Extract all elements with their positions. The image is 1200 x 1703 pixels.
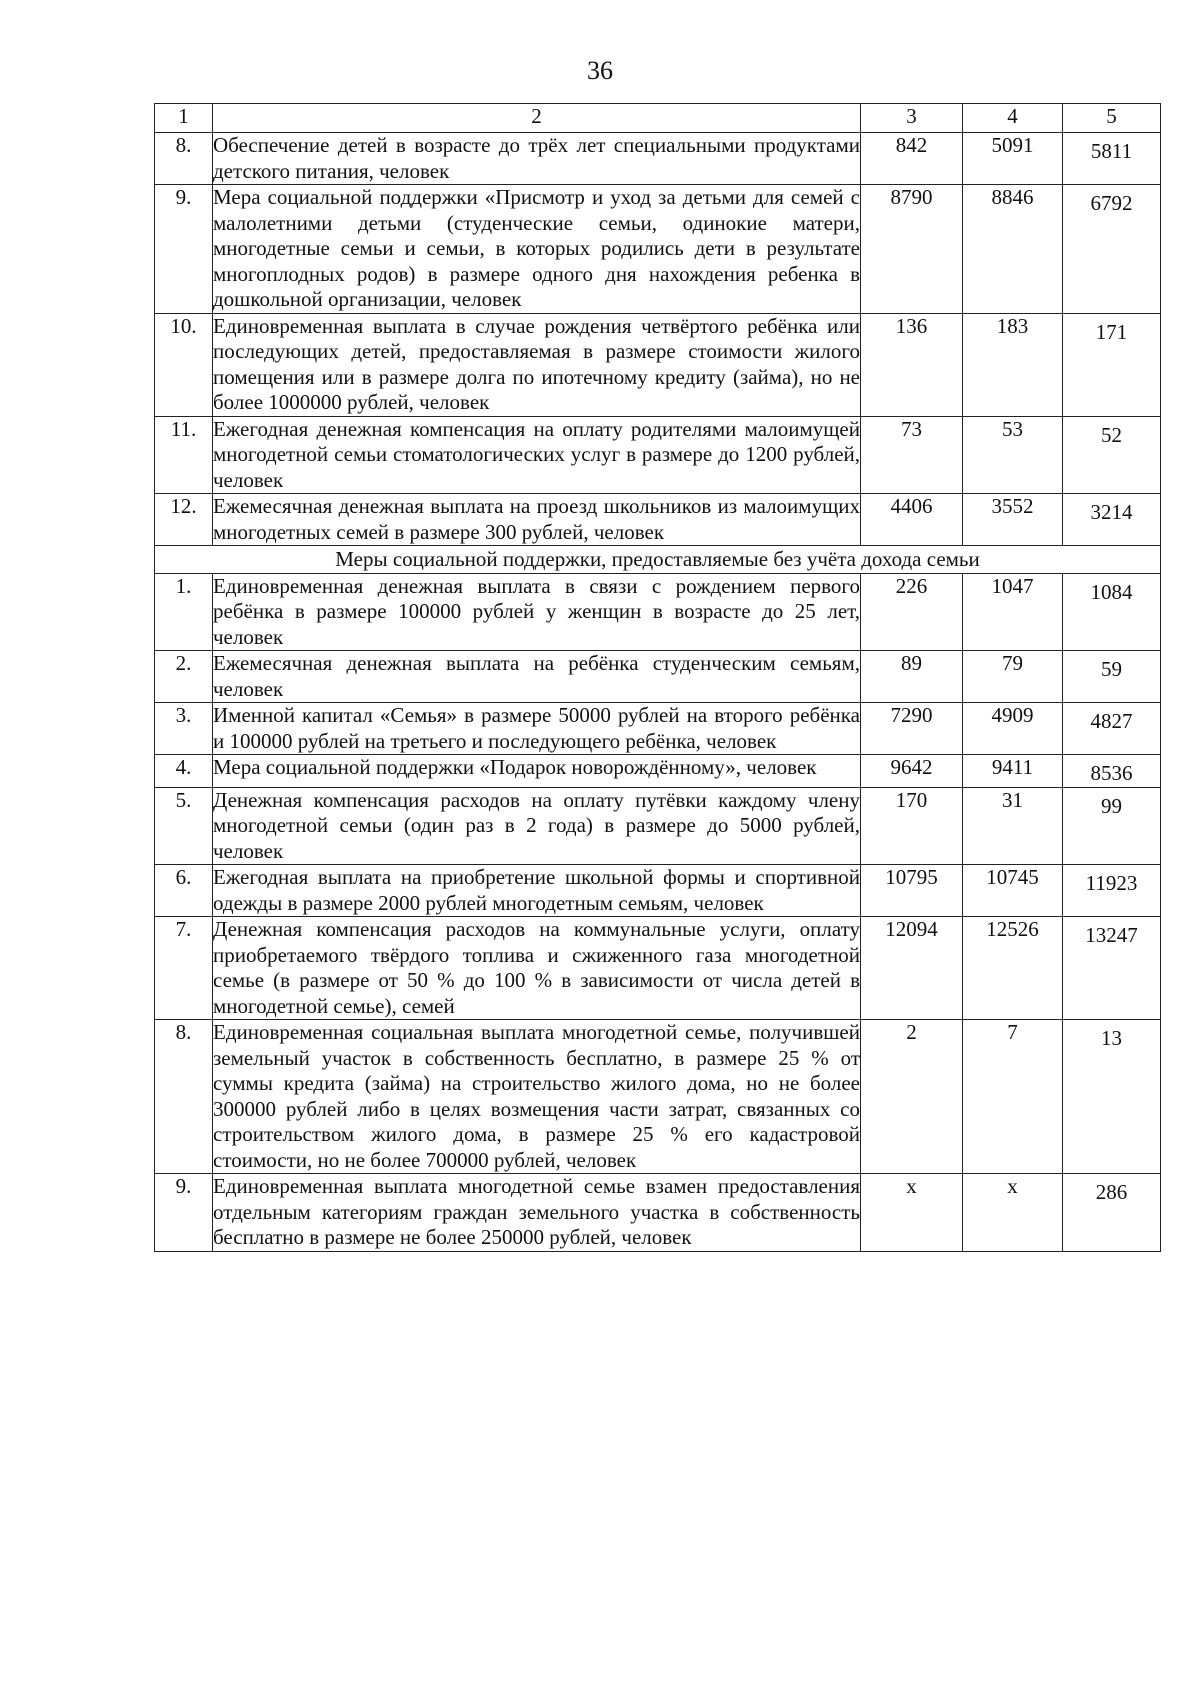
row-description: Единовременная денежная выплата в связи с рождением первого ребёнка в размере 100000 рублей у женщин в возрасте до 25 лет, человек xyxy=(213,573,860,649)
row-description: Денежная компенсация расходов на оплату путёвки каждому члену многодетной семьи (один раз в 2 года) в размере до 5000 рублей, человек xyxy=(213,787,860,863)
header-col-3: 3 xyxy=(861,104,963,133)
row-description: Ежемесячная денежная выплата на ребёнка студенческим семьям, человек xyxy=(213,651,860,701)
row-value-col-3: 7290 xyxy=(861,703,963,755)
row-value-col-3: 10795 xyxy=(861,865,963,917)
row-value-col-5: 8536 xyxy=(1063,755,1161,788)
row-value-col-4: 8846 xyxy=(963,185,1063,314)
row-number: 4. xyxy=(155,755,213,788)
row-description: Единовременная выплата многодетной семье взамен предоставления отдельным категориям граждан земельного участка в собственность бесплатно в размере не более 250000 рублей, человек xyxy=(213,1174,860,1249)
row-number: 2. xyxy=(155,651,213,703)
row-value-col-5: 171 xyxy=(1063,313,1161,416)
row-number: 9. xyxy=(155,1174,213,1252)
table-row xyxy=(155,573,1161,651)
row-description: Денежная компенсация расходов на коммунальные услуги, оплату приобретаемого твёрдого топлива и сжиженного газа многодетной семье (в размере от 50 % до 100 % в зависимости от числа детей в многодетной семье), семей xyxy=(213,917,860,1018)
row-description: Единовременная выплата в случае рождения четвёртого ребёнка или последующих детей, предоставляемая в размере стоимости жилого помещения или в размере долга по ипотечному кредиту (займа), но не более 1000000 рублей, человек xyxy=(213,313,860,414)
row-value-col-4: 10745 xyxy=(963,865,1063,917)
table-row xyxy=(155,917,1161,1020)
row-value-col-4: 31 xyxy=(963,787,1063,865)
row-value-col-4: 4909 xyxy=(963,703,1063,755)
row-value-col-3: 4406 xyxy=(861,494,963,546)
row-value-col-3: 2 xyxy=(861,1020,963,1174)
table-row xyxy=(155,313,1161,416)
row-value-col-3: х xyxy=(861,1174,963,1252)
table-row xyxy=(155,755,1161,788)
row-value-col-5: 6792 xyxy=(1063,185,1161,314)
table-row xyxy=(155,703,1161,755)
table-row xyxy=(155,865,1161,917)
row-value-col-4: 79 xyxy=(963,651,1063,703)
row-value-col-5: 1084 xyxy=(1063,573,1161,651)
row-value-col-3: 170 xyxy=(861,787,963,865)
row-value-col-4: 183 xyxy=(963,313,1063,416)
row-description: Именной капитал «Семья» в размере 50000 рублей на второго ребёнка и 100000 рублей на третьего и последующего ребёнка, человек xyxy=(213,703,860,753)
row-value-col-4: 12526 xyxy=(963,917,1063,1020)
row-description: Ежемесячная денежная выплата на проезд школьников из малоимущих многодетных семей в размере 300 рублей, человек xyxy=(213,494,860,544)
row-description: Единовременная социальная выплата многодетной семье, получившей земельный участок в собственность бесплатно, в размере 25 % от суммы кредита (займа) на строительство жилого дома, но не более 300000 рублей либо в целях возмещения части затрат, связанных со строительством жилого дома, в размере 25 % его кадастровой стоимости, но не более 700000 рублей, человек xyxy=(213,1020,860,1172)
row-value-col-5: 13 xyxy=(1063,1020,1161,1174)
row-value-col-5: 5811 xyxy=(1063,133,1161,185)
row-number: 8. xyxy=(155,1020,213,1174)
row-value-col-4: 7 xyxy=(963,1020,1063,1174)
header-col-4: 4 xyxy=(963,104,1063,133)
row-value-col-4: х xyxy=(963,1174,1063,1252)
row-value-col-3: 842 xyxy=(861,133,963,185)
table-row xyxy=(155,494,1161,546)
section-title: Меры социальной поддержки, предоставляемые без учёта дохода семьи xyxy=(155,546,1161,574)
row-value-col-4: 9411 xyxy=(963,755,1063,788)
table-row xyxy=(155,1020,1161,1174)
row-value-col-5: 99 xyxy=(1063,787,1161,865)
row-number: 11. xyxy=(155,416,213,494)
row-number: 8. xyxy=(155,133,213,185)
row-value-col-4: 5091 xyxy=(963,133,1063,185)
row-value-col-5: 52 xyxy=(1063,416,1161,494)
row-number: 1. xyxy=(155,573,213,651)
table-row xyxy=(155,787,1161,865)
row-description: Мера социальной поддержки «Подарок новорождённому», человек xyxy=(213,755,861,788)
header-col-5: 5 xyxy=(1063,104,1161,133)
row-value-col-3: 73 xyxy=(861,416,963,494)
row-value-col-4: 53 xyxy=(963,416,1063,494)
row-value-col-3: 9642 xyxy=(861,755,963,788)
header-col-2: 2 xyxy=(213,104,861,133)
row-value-col-3: 12094 xyxy=(861,917,963,1020)
row-value-col-5: 13247 xyxy=(1063,917,1161,1020)
benefits-table xyxy=(154,103,1161,1252)
row-value-col-5: 4827 xyxy=(1063,703,1161,755)
row-value-col-3: 226 xyxy=(861,573,963,651)
table-row xyxy=(155,185,1161,314)
row-description: Ежегодная выплата на приобретение школьной формы и спортивной одежды в размере 2000 рублей многодетным семьям, человек xyxy=(213,865,860,915)
row-number: 10. xyxy=(155,313,213,416)
row-number: 7. xyxy=(155,917,213,1020)
header-col-1: 1 xyxy=(155,104,213,133)
row-value-col-3: 136 xyxy=(861,313,963,416)
row-value-col-4: 1047 xyxy=(963,573,1063,651)
table-row xyxy=(155,416,1161,494)
row-description: Обеспечение детей в возрасте до трёх лет специальными продуктами детского питания, человек xyxy=(213,133,860,183)
header-row xyxy=(155,104,1161,133)
row-value-col-4: 3552 xyxy=(963,494,1063,546)
table-body xyxy=(155,104,1161,1252)
row-description: Ежегодная денежная компенсация на оплату родителями малоимущей многодетной семьи стоматологических услуг в размере до 1200 рублей, человек xyxy=(213,416,860,492)
row-value-col-5: 11923 xyxy=(1063,865,1161,917)
row-number: 9. xyxy=(155,185,213,314)
row-number: 6. xyxy=(155,865,213,917)
row-value-col-3: 8790 xyxy=(861,185,963,314)
row-description: Мера социальной поддержки «Присмотр и уход за детьми для семей с малолетними детьми (студенческие семьи, одинокие матери, многодетные семьи и семьи, в которых родились дети в результате многоплодных родов) в размере одного дня нахождения ребенка в дошкольной организации, человек xyxy=(213,185,860,311)
row-number: 12. xyxy=(155,494,213,546)
row-value-col-5: 3214 xyxy=(1063,494,1161,546)
row-number: 3. xyxy=(155,703,213,755)
row-number: 5. xyxy=(155,787,213,865)
table-row xyxy=(155,651,1161,703)
section-row xyxy=(155,546,1161,574)
row-value-col-3: 89 xyxy=(861,651,963,703)
table-row xyxy=(155,1174,1161,1252)
row-value-col-5: 59 xyxy=(1063,651,1161,703)
row-value-col-5: 286 xyxy=(1063,1174,1161,1252)
table-row xyxy=(155,133,1161,185)
page-number: 36 xyxy=(587,56,613,85)
